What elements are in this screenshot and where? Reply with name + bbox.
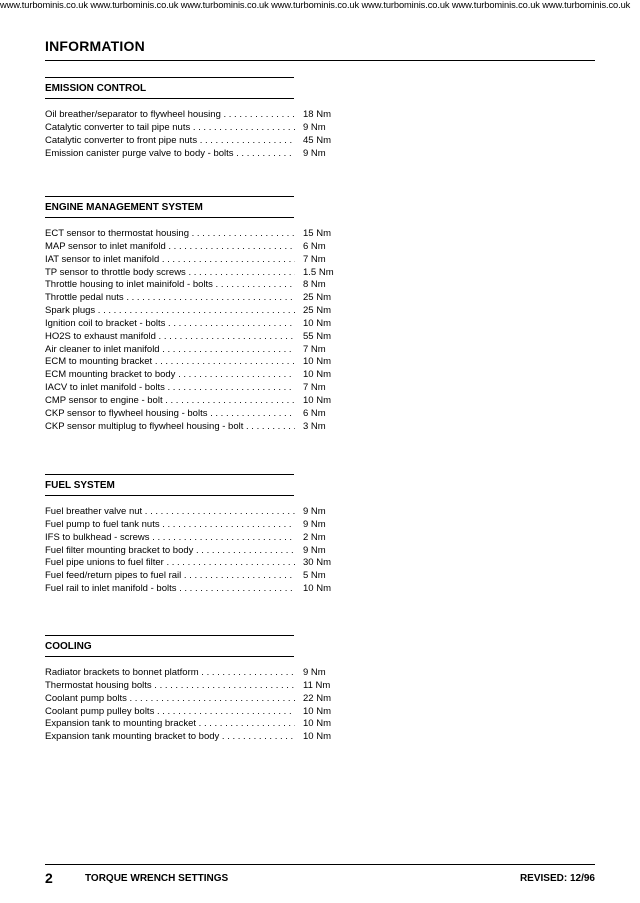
torque-row xyxy=(45,369,345,382)
torque-value: 5 Nm xyxy=(303,570,326,582)
torque-value: 25 Nm xyxy=(303,305,331,317)
component-label: HO2S to exhaust manifold . . . xyxy=(45,331,295,344)
torque-row xyxy=(45,305,345,318)
torque-row xyxy=(45,318,345,331)
torque-value: 10 Nm xyxy=(303,369,331,381)
torque-value: 3 Nm xyxy=(303,420,326,432)
torque-value: 8 Nm xyxy=(303,279,326,291)
component-label: Throttle pedal nuts . . . xyxy=(45,292,295,305)
torque-row xyxy=(45,122,345,135)
revision-date: REVISED: 12/96 xyxy=(519,873,595,884)
torque-value: 6 Nm xyxy=(303,407,326,419)
component-label: Fuel pump to fuel tank nuts . . . xyxy=(45,519,295,532)
torque-row xyxy=(45,395,345,408)
torque-row xyxy=(45,506,345,519)
torque-list xyxy=(45,667,345,744)
component-label: Thermostat housing bolts . . . xyxy=(45,680,295,693)
section-cooling xyxy=(45,635,345,744)
component-label: Ignition coil to bracket - bolts . . . xyxy=(45,318,295,331)
torque-value: 11 Nm xyxy=(303,679,331,691)
torque-value: 9 Nm xyxy=(303,544,326,556)
component-label: MAP sensor to inlet manifold . . . xyxy=(45,241,295,254)
torque-row xyxy=(45,267,345,280)
component-label: Oil breather/separator to flywheel housing . . . xyxy=(45,109,295,122)
torque-row xyxy=(45,680,345,693)
torque-row xyxy=(45,421,345,434)
section-fuel-system xyxy=(45,474,345,596)
footer-chapter-title: TORQUE WRENCH SETTINGS xyxy=(85,873,229,884)
component-label: Coolant pump bolts . . . xyxy=(45,693,295,706)
component-label: Fuel rail to inlet manifold - bolts . . . xyxy=(45,583,295,596)
torque-row xyxy=(45,109,345,122)
component-label: Fuel filter mounting bracket to body . . . xyxy=(45,545,295,558)
title-divider xyxy=(45,60,595,61)
component-label: Fuel pipe unions to fuel filter . . . xyxy=(45,557,295,570)
component-label: ECM mounting bracket to body . . . xyxy=(45,369,295,382)
torque-value: 10 Nm xyxy=(303,394,331,406)
component-label: ECM to mounting bracket . . . xyxy=(45,356,295,369)
torque-row xyxy=(45,570,345,583)
component-label: Catalytic converter to front pipe nuts . . . xyxy=(45,135,295,148)
section-under-rule xyxy=(45,656,294,657)
section-under-rule xyxy=(45,217,294,218)
torque-row xyxy=(45,731,345,744)
component-label: Throttle housing to inlet mainifold - bolts . . . xyxy=(45,279,295,292)
torque-list xyxy=(45,506,345,596)
torque-value: 25 Nm xyxy=(303,292,331,304)
torque-value: 55 Nm xyxy=(303,330,331,342)
section-top-rule xyxy=(45,196,294,197)
section-under-rule xyxy=(45,98,294,99)
footer-divider xyxy=(45,864,595,865)
page-title: INFORMATION xyxy=(45,38,145,54)
section-heading: COOLING xyxy=(45,641,92,652)
torque-row xyxy=(45,148,345,161)
torque-row xyxy=(45,382,345,395)
torque-row xyxy=(45,135,345,148)
section-top-rule xyxy=(45,474,294,475)
section-engine-management xyxy=(45,196,345,434)
torque-row xyxy=(45,718,345,731)
torque-value: 10 Nm xyxy=(303,731,331,743)
torque-value: 6 Nm xyxy=(303,240,326,252)
page-number: 2 xyxy=(45,870,53,886)
torque-row xyxy=(45,583,345,596)
torque-row xyxy=(45,545,345,558)
torque-row xyxy=(45,292,345,305)
torque-value: 22 Nm xyxy=(303,692,331,704)
torque-value: 7 Nm xyxy=(303,382,326,394)
torque-value: 9 Nm xyxy=(303,667,326,678)
component-label: TP sensor to throttle body screws . . . xyxy=(45,267,295,280)
section-heading: ENGINE MANAGEMENT SYSTEM xyxy=(45,202,203,213)
torque-row xyxy=(45,344,345,357)
component-label: Spark plugs . . . xyxy=(45,305,295,318)
torque-row xyxy=(45,519,345,532)
torque-value: 15 Nm xyxy=(303,228,331,239)
torque-row xyxy=(45,693,345,706)
torque-value: 18 Nm xyxy=(303,109,331,120)
torque-row xyxy=(45,356,345,369)
torque-value: 2 Nm xyxy=(303,531,326,543)
torque-value: 9 Nm xyxy=(303,121,326,133)
torque-value: 10 Nm xyxy=(303,705,331,717)
torque-row xyxy=(45,228,345,241)
torque-value: 30 Nm xyxy=(303,557,331,569)
component-label: CKP sensor multiplug to flywheel housing - bolt . . . xyxy=(45,421,295,434)
section-heading: EMISSION CONTROL xyxy=(45,83,147,94)
component-label: Fuel breather valve nut . . . xyxy=(45,506,295,519)
torque-value: 7 Nm xyxy=(303,253,326,265)
section-top-rule xyxy=(45,635,294,636)
torque-row xyxy=(45,254,345,267)
section-top-rule xyxy=(45,77,294,78)
torque-row xyxy=(45,241,345,254)
component-label: Radiator brackets to bonnet platform . . . xyxy=(45,667,295,680)
component-label: Expansion tank mounting bracket to body . . . xyxy=(45,731,295,744)
component-label: CKP sensor to flywheel housing - bolts . . . xyxy=(45,408,295,421)
torque-value: 9 Nm xyxy=(303,147,326,159)
torque-value: 9 Nm xyxy=(303,506,326,517)
component-label: Fuel feed/return pipes to fuel rail . . . xyxy=(45,570,295,583)
torque-value: 10 Nm xyxy=(303,317,331,329)
torque-row xyxy=(45,532,345,545)
component-label: Expansion tank to mounting bracket . . . xyxy=(45,718,295,731)
torque-value: 10 Nm xyxy=(303,583,331,595)
torque-value: 9 Nm xyxy=(303,518,326,530)
component-label: Air cleaner to inlet manifold . . . xyxy=(45,344,295,357)
torque-row xyxy=(45,706,345,719)
component-label: Emission canister purge valve to body - bolts . . . xyxy=(45,148,295,161)
torque-row xyxy=(45,557,345,570)
component-label: CMP sensor to engine - bolt . . . xyxy=(45,395,295,408)
torque-value: 45 Nm xyxy=(303,134,331,146)
component-label: ECT sensor to thermostat housing . . . xyxy=(45,228,295,241)
torque-row xyxy=(45,667,345,680)
component-label: IAT sensor to inlet manifold . . . xyxy=(45,254,295,267)
component-label: Catalytic converter to tail pipe nuts . . . xyxy=(45,122,295,135)
torque-value: 10 Nm xyxy=(303,718,331,730)
torque-row xyxy=(45,331,345,344)
component-label: IFS to bulkhead - screws . . . xyxy=(45,532,295,545)
torque-row xyxy=(45,408,345,421)
torque-value: 10 Nm xyxy=(303,356,331,368)
section-emission-control xyxy=(45,77,345,160)
component-label: Coolant pump pulley bolts . . . xyxy=(45,706,295,719)
watermark-url-strip: www.turbominis.co.uk www.turbominis.co.uk www.turbominis.co.uk www.turbominis.co.uk www.turbominis.co.uk www.turbominis.co.uk www.turbominis.co.uk xyxy=(0,0,631,10)
torque-row xyxy=(45,279,345,292)
torque-list xyxy=(45,228,345,434)
section-under-rule xyxy=(45,495,294,496)
component-label: IACV to inlet manifold - bolts . . . xyxy=(45,382,295,395)
torque-value: 1.5 Nm xyxy=(303,266,334,278)
torque-value: 7 Nm xyxy=(303,343,326,355)
torque-list xyxy=(45,109,345,160)
section-heading: FUEL SYSTEM xyxy=(45,480,115,491)
